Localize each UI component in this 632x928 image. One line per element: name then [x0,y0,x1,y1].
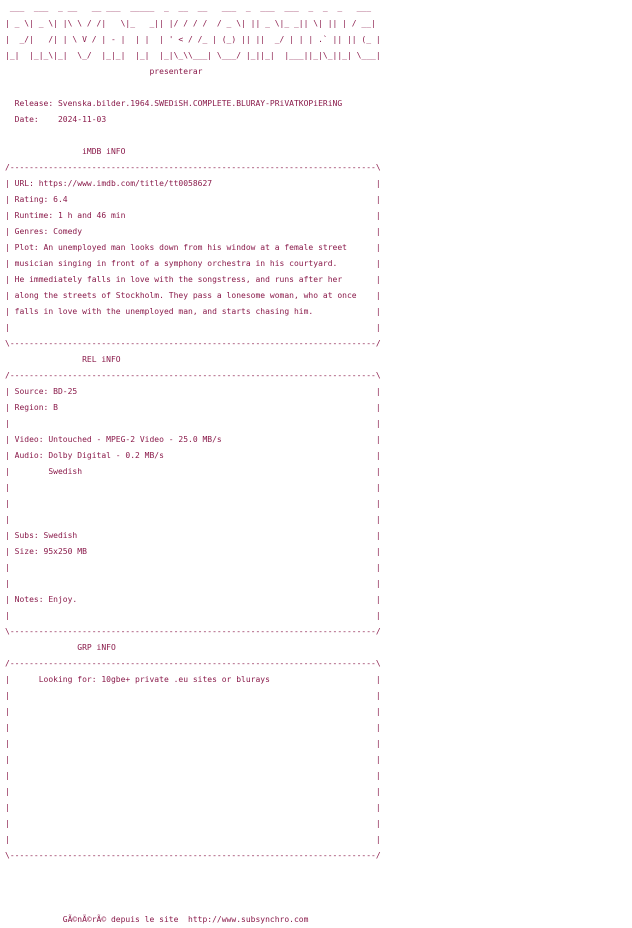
grp-row: | | [5,787,381,796]
rel-row: | Size: 95x250 MB | [5,547,381,556]
imdb-row: | musician singing in front of a symphony orchestra in his courtyard. | [5,259,381,268]
frame-bottom: \----------------------------------------------------------------------------/ [5,627,381,636]
imdb-row: | along the streets of Stockholm. They pass a lonesome woman, who at once | [5,291,381,300]
imdb-row: | | [5,323,381,332]
grp-row: | | [5,691,381,700]
rel-row: | Source: BD-25 | [5,387,381,396]
footer-line: GÃ©nÃ©rÃ© depuis le site http://www.subsynchro.com [5,915,309,924]
date-line: Date: 2024-11-03 [5,115,107,124]
rel-row: | | [5,563,381,572]
rel-row: | | [5,499,381,508]
rel-row: | | [5,419,381,428]
section-title-grp: GRP iNFO [5,643,116,652]
rel-row: | Region: B | [5,403,381,412]
nfo-text [5,0,381,928]
imdb-row: | Rating: 6.4 | [5,195,381,204]
blank-line [5,128,381,144]
grp-row: | | [5,803,381,812]
blank-line [5,80,381,96]
grp-row: | | [5,739,381,748]
grp-row: | Looking for: 10gbe+ private .eu sites or blurays | [5,675,381,684]
rel-row: | Audio: Dolby Digital - 0.2 MB/s | [5,451,381,460]
rel-row: | | [5,579,381,588]
rel-row: | Video: Untouched - MPEG-2 Video - 25.0 MB/s | [5,435,381,444]
frame-bottom: \----------------------------------------------------------------------------/ [5,851,381,860]
banner-line: | _/| /| | \ V / | - | | | | ' < / /_ | (_) || || _/ | | | .` || || (_ | [5,35,381,44]
grp-row: | | [5,771,381,780]
release-line: Release: Svenska.bilder.1964.SWEDiSH.COMPLETE.BLURAY-PRiVATKOPiERiNG [5,99,343,108]
rel-row: | | [5,483,381,492]
grp-row: | | [5,819,381,828]
banner-line: |_| |_|_\|_| \_/ |_|_| |_| |_|\_\\___| \___/ |_||_| |___||_|\_||_| \___| [5,51,381,60]
banner-line: | _ \| _ \| |\ \ / /| \|_ _|| |/ / / / / _ \| || _ \|_ _|| \| || | / __| [5,19,376,28]
rel-row: | | [5,611,381,620]
presenter-text: presenterar [5,67,203,76]
section-title-imdb: iMDB iNFO [5,147,126,156]
blank-line [5,896,381,912]
rel-row: | | [5,515,381,524]
banner-line: ___ ___ _ __ __ ___ _____ _ __ __ ___ _ ___ ___ _ _ _ ___ [5,3,372,12]
frame-top: /----------------------------------------------------------------------------\ [5,659,381,668]
imdb-row: | falls in love with the unemployed man, and starts chasing him. | [5,307,381,316]
grp-row: | | [5,707,381,716]
imdb-row: | Genres: Comedy | [5,227,381,236]
frame-top: /----------------------------------------------------------------------------\ [5,163,381,172]
rel-row: | Swedish | [5,467,381,476]
grp-row: | | [5,835,381,844]
imdb-row: | URL: https://www.imdb.com/title/tt0058627 | [5,179,381,188]
imdb-row: | He immediately falls in love with the songstress, and runs after her | [5,275,381,284]
rel-row: | Notes: Enjoy. | [5,595,381,604]
section-title-rel: REL iNFO [5,355,121,364]
imdb-row: | Plot: An unemployed man looks down from his window at a female street | [5,243,381,252]
frame-top: /----------------------------------------------------------------------------\ [5,371,381,380]
frame-bottom: \----------------------------------------------------------------------------/ [5,339,381,348]
blank-line [5,864,381,880]
blank-line [5,880,381,896]
grp-row: | | [5,723,381,732]
imdb-row: | Runtime: 1 h and 46 min | [5,211,381,220]
rel-row: | Subs: Swedish | [5,531,381,540]
grp-row: | | [5,755,381,764]
